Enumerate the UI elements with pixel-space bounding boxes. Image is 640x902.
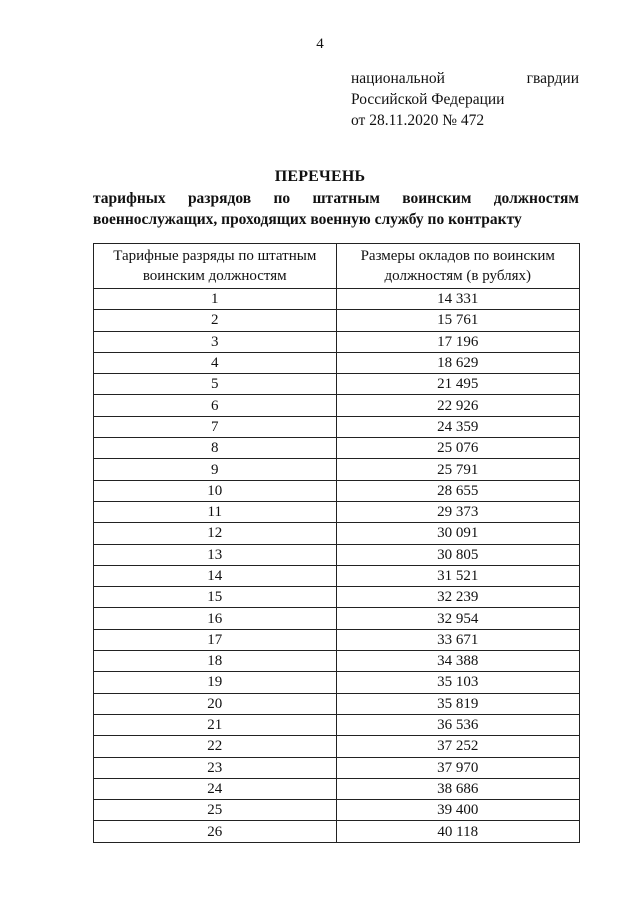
document-title: ПЕРЕЧЕНЬ [274,168,366,185]
grade-cell: 3 [94,331,337,352]
approval-line-1 [351,68,579,89]
grade-cell: 21 [94,714,337,735]
salary-cell: 35 103 [336,672,579,693]
grade-cell: 18 [94,651,337,672]
grade-cell: 8 [94,438,337,459]
subtitle-word: разрядов [187,190,252,207]
salary-cell: 24 359 [336,416,579,437]
table-row [94,416,580,437]
approval-word-1: национальной [351,70,445,87]
table-row [94,714,580,735]
grade-cell: 15 [94,587,337,608]
salary-cell: 36 536 [336,714,579,735]
approval-block [351,68,579,131]
table-row [94,438,580,459]
grade-cell: 12 [94,523,337,544]
grade-cell: 17 [94,629,337,650]
salary-cell: 14 331 [336,289,579,310]
grade-cell: 1 [94,289,337,310]
header-grade: Тарифные разряды по штатным воинским должностям [94,244,337,289]
table-row [94,374,580,395]
table-row [94,289,580,310]
grade-cell: 9 [94,459,337,480]
salary-cell: 29 373 [336,501,579,522]
table-row [94,544,580,565]
salary-cell: 39 400 [336,800,579,821]
salary-cell: 37 970 [336,757,579,778]
salary-cell: 38 686 [336,778,579,799]
grade-cell: 24 [94,778,337,799]
salary-cell: 32 954 [336,608,579,629]
table-row [94,608,580,629]
grade-cell: 14 [94,565,337,586]
grade-cell: 10 [94,480,337,501]
page-number: 4 [316,36,324,52]
grade-cell: 22 [94,736,337,757]
table-row [94,480,580,501]
salary-cell: 21 495 [336,374,579,395]
grade-cell: 16 [94,608,337,629]
table-body [94,289,580,843]
salary-cell: 28 655 [336,480,579,501]
table-row [94,459,580,480]
subtitle-word: по [273,190,291,207]
salary-cell: 25 791 [336,459,579,480]
salary-cell: 37 252 [336,736,579,757]
subtitle-word: штатным [312,190,380,207]
salary-cell: 22 926 [336,395,579,416]
approval-word-2: гвардии [526,70,579,87]
grade-cell: 26 [94,821,337,842]
table-row [94,565,580,586]
table-header-row [94,244,580,289]
grade-cell: 11 [94,501,337,522]
approval-line-2: Российской Федерации [351,91,505,108]
salary-cell: 31 521 [336,565,579,586]
table-row [94,757,580,778]
header-salary: Размеры окладов по воинским должностям (в рублях) [336,244,579,289]
subtitle-word: тарифных [93,190,166,207]
grade-cell: 7 [94,416,337,437]
table-row [94,651,580,672]
grade-cell: 25 [94,800,337,821]
salary-cell: 17 196 [336,331,579,352]
grade-cell: 6 [94,395,337,416]
table-row [94,331,580,352]
table-row [94,672,580,693]
table-row [94,693,580,714]
grade-cell: 4 [94,352,337,373]
table-row [94,821,580,842]
approval-line-3: от 28.11.2020 № 472 [351,112,485,129]
salary-cell: 33 671 [336,629,579,650]
grade-cell: 13 [94,544,337,565]
document-subtitle [93,188,579,230]
table-row [94,395,580,416]
grade-cell: 5 [94,374,337,395]
table-row [94,501,580,522]
subtitle-word: должностям [493,190,579,207]
salary-cell: 35 819 [336,693,579,714]
table-row [94,587,580,608]
salary-cell: 18 629 [336,352,579,373]
table-row [94,523,580,544]
table-row [94,629,580,650]
grade-cell: 2 [94,310,337,331]
subtitle-word: воинским [402,190,472,207]
grade-cell: 19 [94,672,337,693]
salary-cell: 25 076 [336,438,579,459]
subtitle-line-2: военнослужащих, проходящих военную службу по контракту [93,211,522,228]
grade-cell: 23 [94,757,337,778]
salary-cell: 32 239 [336,587,579,608]
salary-cell: 30 805 [336,544,579,565]
salary-table [93,243,580,843]
table-row [94,310,580,331]
grade-cell: 20 [94,693,337,714]
table-row [94,778,580,799]
table-row [94,736,580,757]
subtitle-line-1 [93,188,579,209]
salary-cell: 30 091 [336,523,579,544]
salary-cell: 34 388 [336,651,579,672]
salary-cell: 40 118 [336,821,579,842]
table-row [94,352,580,373]
table-row [94,800,580,821]
salary-cell: 15 761 [336,310,579,331]
